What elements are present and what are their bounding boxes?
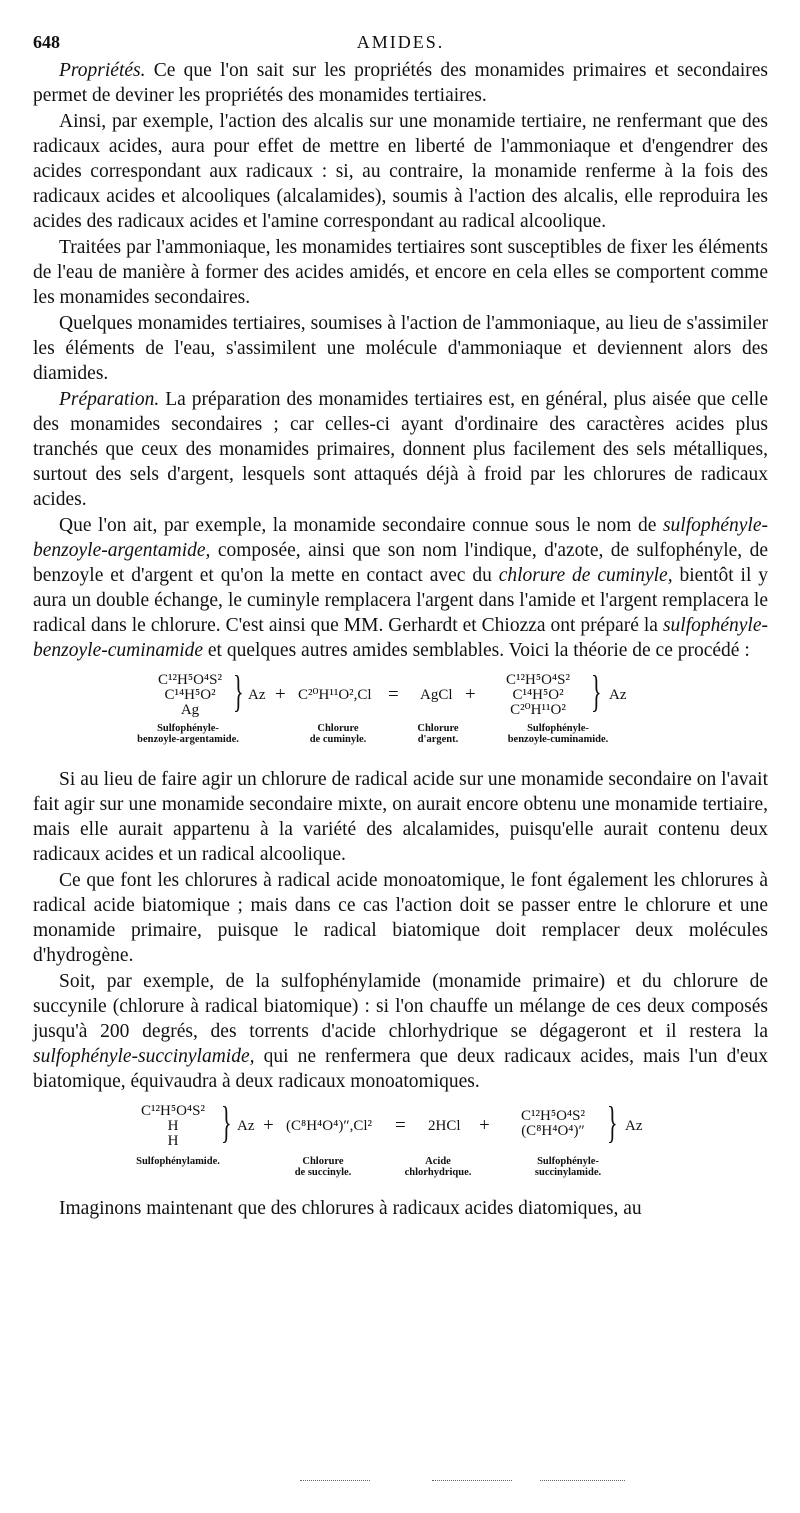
paragraph: [33, 969, 768, 1094]
formula-line: H: [167, 1118, 179, 1134]
equation-caption: Acide chlorhydrique.: [404, 1156, 472, 1178]
equation-2: [33, 1094, 768, 1196]
page-number: 648: [33, 32, 60, 52]
compound-name: sulfophényle-benzoyle-cuminamide: [33, 615, 768, 661]
paragraph-text: La préparation des monamides tertiaires est, en général, plus aisée que celle des monamides secondaires ; car celles-ci ayant d'ordinaire des caractères acides plus tranchés que ceux des monamides primaires, donnent plus facilement des sels métalliques, surtout des sels d'argent, lesquels sont attaqués déjà à froid par les chlorures de radicaux acides.: [33, 389, 768, 510]
paragraph-text: bientôt il y aura un double échange, le cuminyle remplacera l'argent dans l'amide et l'argent remplacera le radical dans le chlorure. C'est ainsi que MM. Gerhardt et Chiozza ont préparé la: [33, 565, 768, 636]
paragraph: Ce que font les chlorures à radical acide monoatomique, le font également les chlorures à radical acide biatomique ; mais dans ce cas l'action doit se passer entre le chlorure et une monamide primaire, puisque le radical biatomique doit remplacer deux molécules d'hydrogène.: [33, 870, 768, 966]
formula-line: Ag: [180, 702, 200, 718]
paragraph-text: composée, ainsi que son nom l'indique, d'azote, de sulfophényle, de benzoyle et d'argent et qu'on la mette en contact avec du: [33, 540, 768, 586]
equals-sign: =: [388, 684, 399, 705]
formula-line: C¹²H⁵O⁴S²: [521, 1108, 585, 1124]
formula-line: C¹²H⁵O⁴S²: [506, 672, 570, 688]
page-header: [33, 28, 768, 58]
page-body: [33, 58, 768, 1221]
azote-symbol: Az: [248, 687, 266, 703]
formula-line: (C⁸H⁴O⁴)″: [521, 1123, 585, 1139]
dotted-rule: [540, 1480, 625, 1481]
formula-line: C¹⁴H⁵O²: [512, 687, 564, 703]
dotted-rule: [300, 1480, 370, 1481]
product-formula: 2HCl: [428, 1118, 461, 1134]
paragraph: Traitées par l'ammoniaque, les monamides tertiaires sont susceptibles de fixer les éléments de l'eau de manière à former des acides amidés, et encore en cela elles se comportent comme les monamides secondaires.: [33, 237, 768, 308]
formula-line: C²⁰H¹¹O²: [510, 702, 566, 718]
compound-name: sulfophényle-benzoyle-argentamide,: [33, 515, 768, 561]
paragraph-text: Ce que l'on sait sur les propriétés des monamides primaires et secondaires permet de deviner les propriétés des monamides tertiaires.: [33, 60, 768, 106]
paragraph: [33, 513, 768, 663]
book-page: [33, 28, 768, 1221]
formula-line: C¹²H⁵O⁴S²: [158, 672, 222, 688]
product-formula: AgCl: [420, 687, 453, 703]
dotted-rule: [432, 1480, 512, 1481]
plus-sign: +: [465, 684, 476, 705]
plus-sign: +: [263, 1115, 274, 1136]
equation-1: [33, 663, 768, 767]
formula-line: C¹²H⁵O⁴S²: [141, 1103, 205, 1119]
equation-caption: Sulfophényle- benzoyle-argentamide.: [137, 723, 239, 745]
running-title: AMIDES.: [356, 32, 445, 52]
reagent-formula: (C⁸H⁴O⁴)″,Cl²: [286, 1118, 373, 1134]
equals-sign: =: [395, 1115, 406, 1136]
paragraph: Imaginons maintenant que des chlorures à radicaux acides diatomiques, au: [59, 1198, 642, 1219]
compound-name: chlorure de cuminyle,: [498, 565, 673, 586]
equation-caption: Sulfophénylamide.: [136, 1156, 220, 1167]
paragraph: [33, 58, 768, 108]
left-formula-stack: [145, 673, 235, 718]
paragraph: Ainsi, par exemple, l'action des alcalis sur une monamide tertiaire, ne renfermant que des radicaux acides, aura pour effet de mettre en liberté de l'ammoniaque et d'engendrer des acides correspondant aux radicaux : si, au contraire, la monamide renferme à la fois des radicaux acides et alcooliques (alcalamides), soumis à l'action des alcalis, elle reproduira les acides des radicaux acides et l'amine correspondant au radical alcoolique.: [33, 111, 768, 232]
equation-caption: Chlorure de succinyle.: [294, 1156, 352, 1178]
section-label: Préparation.: [59, 389, 160, 410]
azote-symbol: Az: [609, 687, 627, 703]
paragraph: [33, 387, 768, 512]
compound-name: sulfophényle-succinylamide,: [33, 1046, 255, 1067]
right-formula-stack: [488, 673, 588, 718]
right-brace: }: [591, 667, 602, 716]
reagent-formula: C²⁰H¹¹O²,Cl: [298, 687, 372, 703]
paragraph-text: Que l'on ait, par exemple, la monamide secondaire connue sous le nom de: [59, 515, 663, 536]
plus-sign: +: [275, 684, 286, 705]
equation-caption: Chlorure de cuminyle.: [309, 723, 367, 745]
right-brace: }: [233, 667, 244, 716]
formula-line: C¹⁴H⁵O²: [164, 687, 216, 703]
right-brace: }: [221, 1098, 232, 1147]
paragraph: Si au lieu de faire agir un chlorure de radical acide sur une monamide secondaire on l'avait fait agir sur une monamide secondaire mixte, on aurait encore obtenu une monamide tertiaire, mais elle aurait appartenu à la variété des alcalamides, puisqu'elle aurait contenu deux radicaux acides et un radical alcoolique.: [33, 769, 768, 865]
left-formula-stack: [128, 1104, 218, 1149]
formula-line: H: [167, 1133, 179, 1149]
paragraph-text: et quelques autres amides semblables. Voici la théorie de ce procédé :: [203, 640, 750, 661]
page-footer-rules: [0, 1480, 800, 1484]
azote-symbol: Az: [625, 1118, 643, 1134]
paragraph: Quelques monamides tertiaires, soumises à l'action de l'ammoniaque, au lieu de s'assimiler les éléments de l'eau, s'assimilent une molécule d'ammoniaque et deviennent alors des diamides.: [33, 313, 768, 384]
paragraph-text: Soit, par exemple, de la sulfophénylamide (monamide primaire) et du chlorure de succynile (chlorure à radical biatomique) : si l'on chauffe un mélange de ces deux composés jusqu'à 200 degrés, des torrents d'acide chlorhydrique se dégageront et il restera la: [33, 971, 768, 1042]
paragraph-text: qui ne renfermera que deux radicaux acides, mais l'un d'eux biatomique, équivaudra à deux radicaux monoatomiques.: [33, 1046, 768, 1092]
equation-caption: Sulfophényle- succinylamide.: [534, 1156, 602, 1178]
right-formula-stack: [503, 1109, 603, 1139]
equation-caption: Chlorure d'argent.: [417, 723, 459, 745]
plus-sign: +: [479, 1115, 490, 1136]
section-label: Propriétés.: [59, 60, 146, 81]
azote-symbol: Az: [237, 1118, 255, 1134]
right-brace: }: [607, 1098, 618, 1147]
equation-caption: Sulfophényle- benzoyle-cuminamide.: [507, 723, 609, 745]
